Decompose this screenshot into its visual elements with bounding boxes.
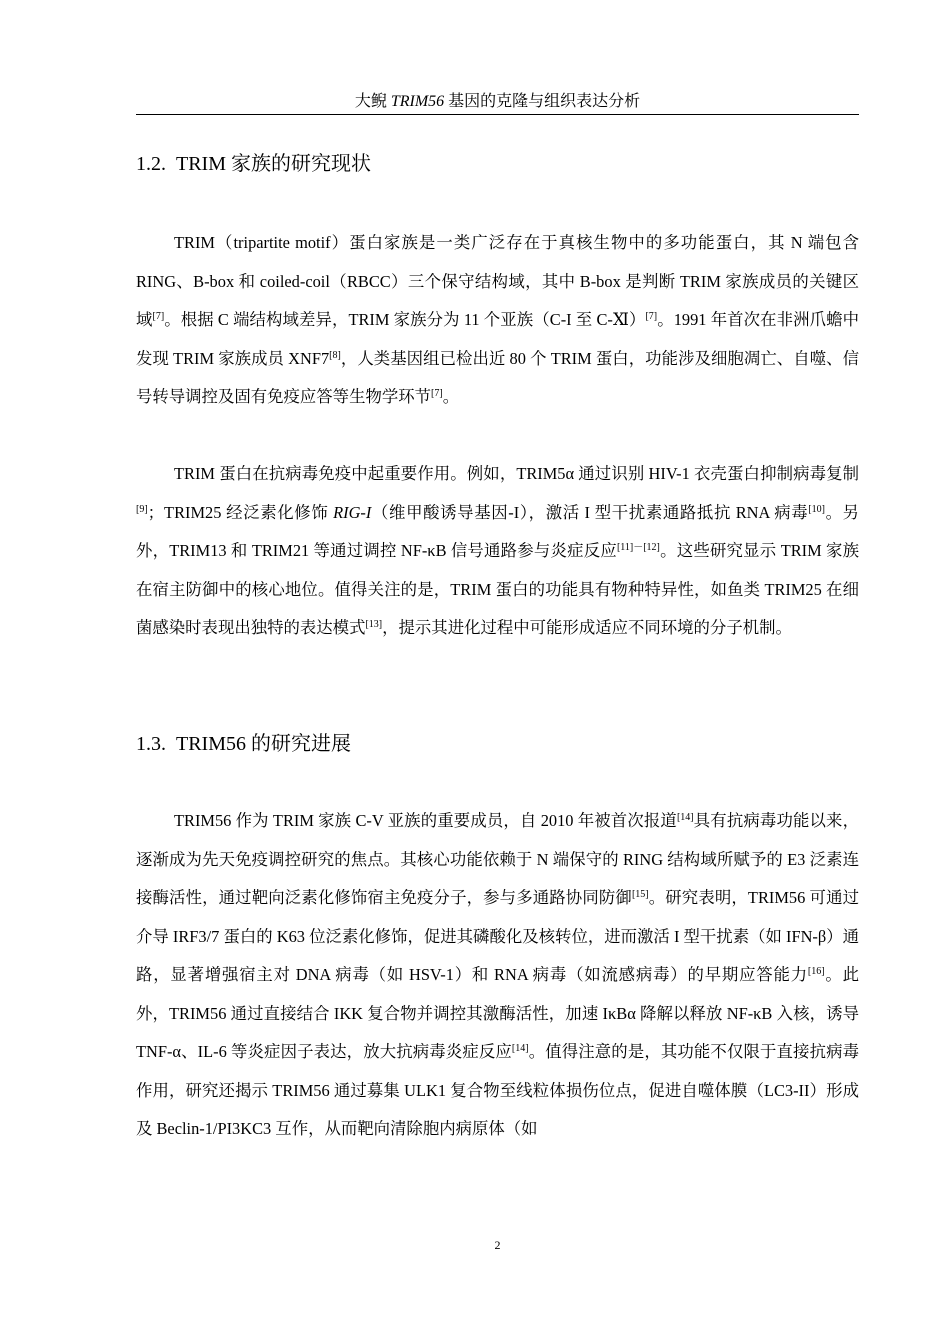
paragraph-text: 。此外，TRIM56 通过直接结合 IKK 复合物并调控其激酶活性，加速 IκBα 降解以释放 NF-κB 入核，诱导 TNF-α、IL-6 等炎症因子表达，放大抗病毒炎症反应	[136, 965, 860, 1061]
paragraph-text: TRIM56 作为 TRIM 家族 C-V 亚族的重要成员，自 2010 年被首次报道	[174, 811, 677, 830]
section-title: TRIM56 的研究进展	[176, 733, 351, 755]
paragraph-text: 。值得注意的是，其功能不仅限于直接抗病毒作用，研究还揭示 TRIM56 通过募集 ULK1 复合物至线粒体损伤位点，促进自噬体膜（LC3-II）形成及 Beclin-1/PI3KC3 互作，从而靶向清除胞内病原体（如	[136, 1042, 859, 1138]
gene-name-italic: RIG-I	[333, 502, 372, 522]
paragraph-text: 。	[442, 387, 460, 406]
section-number: 1.3.	[136, 733, 166, 755]
citation-ref: [7]	[431, 388, 443, 399]
header-rule	[136, 114, 859, 115]
header-gene-name: TRIM56	[390, 93, 445, 110]
section-heading-1-2	[136, 151, 859, 177]
citation-ref: [7]	[645, 311, 658, 322]
paragraph-text: ，提示其进化过程中可能形成适应不同环境的分子机制。	[382, 618, 792, 637]
paragraph-text: 。研究表明，TRIM56 可通过介导 IRF3/7 蛋白的 K63 位泛素化修饰，促进其磷酸化及核转位，进而激活 I 型干扰素（如 IFN-β）通路，显著增强宿主对 DNA 病毒（如 HSV-1）和 RNA 病毒（如流感病毒）的早期应答能力	[136, 888, 859, 984]
paragraph-text: ，人类基因组已检出近 80 个 TRIM 蛋白，功能涉及细胞凋亡、自噬、信号转导调控及固有免疫应答等生物学环节	[136, 348, 859, 406]
citation-ref: [14]	[676, 812, 694, 823]
paragraph-text: TRIM 蛋白在抗病毒免疫中起重要作用。例如，TRIM5α 通过识别 HIV-1 衣壳蛋白抑制病毒复制	[174, 464, 859, 483]
paragraph-text: 具有抗病毒功能以来，逐渐成为先天免疫调控研究的焦点。其核心功能依赖于 N 端保守的 RING 结构域所赋予的 E3 泛素连接酶活性，通过靶向泛素化修饰宿主免疫分子，参与多通路协同防御	[136, 811, 859, 907]
section-title: TRIM 家族的研究现状	[176, 153, 371, 175]
header-prefix: 大鲵	[354, 93, 391, 110]
citation-ref: [11]－[12]	[616, 542, 660, 553]
paragraph-text: 。根据 C 端结构域差异，TRIM 家族分为 11 个亚族（C-I 至 C-Ⅺ）	[164, 310, 646, 329]
section-heading-1-3	[136, 731, 859, 757]
citation-ref: [15]	[631, 889, 649, 900]
paragraph-text: （维甲酸诱导基因-I），激活 I 型干扰素通路抵抗 RNA 病毒	[371, 502, 809, 522]
citation-ref: [13]	[365, 619, 383, 630]
paragraph-text: 。这些研究显示 TRIM 家族在宿主防御中的核心地位。值得关注的是，TRIM 蛋白的功能具有物种特异性，如鱼类 TRIM25 在细菌感染时表现出独特的表达模式	[136, 541, 860, 637]
page-number: 2	[494, 1238, 501, 1252]
citation-ref: [10]	[808, 503, 825, 515]
header-suffix: 基因的克隆与组织表达分析	[444, 93, 641, 110]
citation-ref: [9]	[136, 503, 148, 515]
citation-ref: [8]	[329, 349, 341, 361]
citation-ref: [7]	[152, 311, 165, 322]
paragraph-trim-family-overview	[136, 224, 859, 417]
running-header	[136, 92, 859, 112]
paragraph-trim-antiviral	[136, 455, 859, 648]
paragraph-text: 。另外，TRIM13 和 TRIM21 等通过调控 NF-κB 信号通路参与炎症反应	[136, 502, 860, 560]
paragraph-text: 。1991 年首次在非洲爪蟾中发现 TRIM 家族成员 XNF7	[136, 310, 859, 368]
citation-ref: [14]	[511, 1043, 529, 1054]
paragraph-text: ；TRIM25 经泛素化修饰	[147, 502, 334, 522]
paragraph-trim56-progress	[136, 802, 859, 1149]
paragraph-text: TRIM（tripartite motif）蛋白家族是一类广泛存在于真核生物中的多功能蛋白，其 N 端包含 RING、B-box 和 coiled-coil（RBCC）三个保守结构域，其中 B-box 是判断 TRIM 家族成员的关键区域	[136, 233, 859, 329]
citation-ref: [16]	[807, 966, 825, 977]
section-number: 1.2.	[136, 153, 166, 175]
